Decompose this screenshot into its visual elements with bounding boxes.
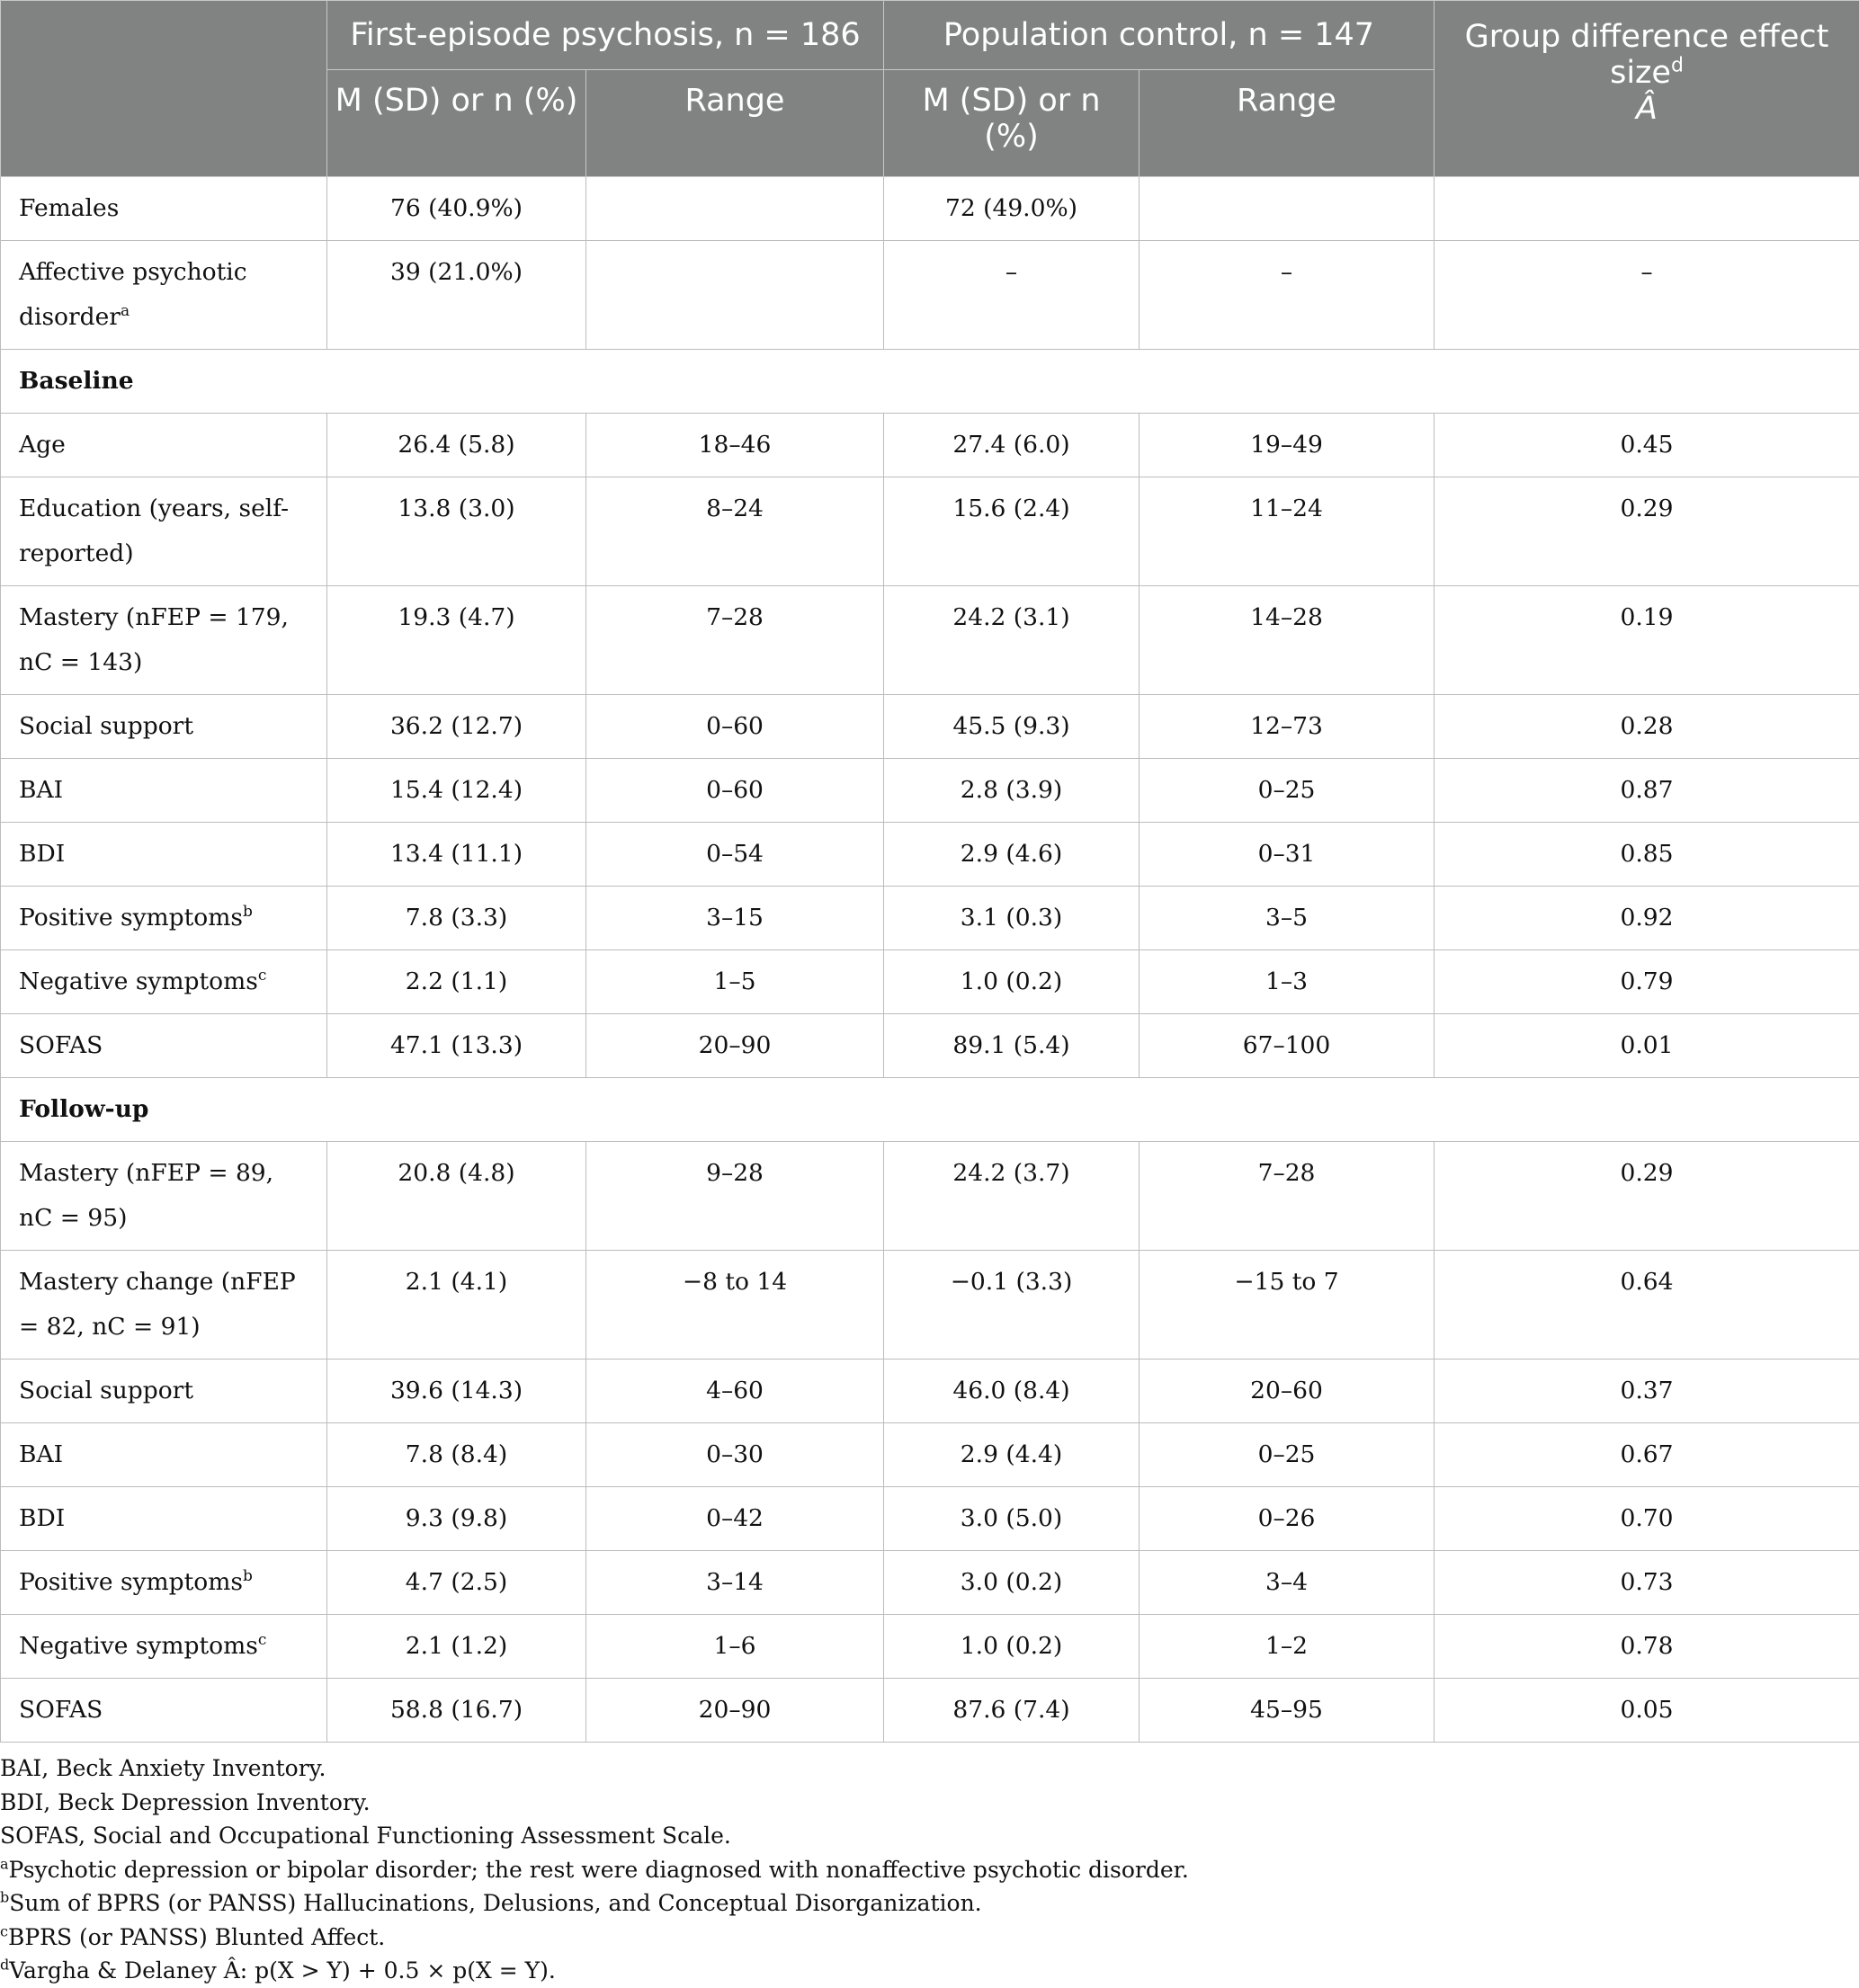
row-label bbox=[1, 1251, 327, 1360]
table-row bbox=[1, 414, 1859, 477]
cell-effect-size: 0.79 bbox=[1434, 950, 1859, 1014]
cell-effect-size: 0.19 bbox=[1434, 586, 1859, 695]
cell-fep-range: 8–24 bbox=[586, 477, 884, 586]
cell-fep-mean-sd: 2.1 (4.1) bbox=[327, 1251, 586, 1360]
footnotes bbox=[0, 1743, 1859, 1988]
footnote-marker: c bbox=[0, 1922, 8, 1939]
header-empty-cell bbox=[1, 1, 327, 177]
row-label-text: BAI bbox=[19, 1440, 63, 1468]
header-group-fep: First-episode psychosis, n = 186 bbox=[327, 1, 884, 70]
section-heading: Baseline bbox=[1, 350, 1859, 414]
table-row bbox=[1, 1423, 1859, 1487]
row-label-text: BDI bbox=[19, 1504, 65, 1532]
cell-control-range: 0–31 bbox=[1140, 823, 1434, 887]
cell-control-mean-sd: 72 (49.0%) bbox=[884, 177, 1140, 241]
cell-fep-mean-sd: 2.2 (1.1) bbox=[327, 950, 586, 1014]
footnote-text: SOFAS, Social and Occupational Functioning Assessment Scale. bbox=[0, 1823, 731, 1849]
row-label bbox=[1, 1423, 327, 1487]
cell-control-mean-sd: 2.9 (4.6) bbox=[884, 823, 1140, 887]
cell-fep-range: 3–15 bbox=[586, 887, 884, 950]
cell-effect-size: 0.85 bbox=[1434, 823, 1859, 887]
cell-control-range: 14–28 bbox=[1140, 586, 1434, 695]
table-row bbox=[1, 241, 1859, 350]
cell-effect-size: 0.73 bbox=[1434, 1551, 1859, 1615]
table-row bbox=[1, 695, 1859, 759]
cell-control-range: 19–49 bbox=[1140, 414, 1434, 477]
cell-control-mean-sd: 3.1 (0.3) bbox=[884, 887, 1140, 950]
footnote bbox=[0, 1886, 1859, 1921]
header-fep-range: Range bbox=[586, 70, 884, 177]
cell-control-range bbox=[1140, 177, 1434, 241]
row-label bbox=[1, 759, 327, 823]
row-label-text: Social support bbox=[19, 712, 193, 740]
cell-control-range: 0–25 bbox=[1140, 1423, 1434, 1487]
cell-effect-size: 0.87 bbox=[1434, 759, 1859, 823]
cell-control-mean-sd: 15.6 (2.4) bbox=[884, 477, 1140, 586]
row-label bbox=[1, 586, 327, 695]
cell-control-mean-sd: 3.0 (5.0) bbox=[884, 1487, 1140, 1551]
cell-fep-mean-sd: 7.8 (3.3) bbox=[327, 887, 586, 950]
cell-fep-mean-sd: 20.8 (4.8) bbox=[327, 1142, 586, 1251]
cell-fep-range: 0–42 bbox=[586, 1487, 884, 1551]
cell-control-mean-sd: 27.4 (6.0) bbox=[884, 414, 1140, 477]
row-label-text: SOFAS bbox=[19, 1031, 103, 1059]
row-label-text: SOFAS bbox=[19, 1696, 103, 1724]
row-label-text: Age bbox=[19, 431, 66, 459]
cell-fep-range: 7–28 bbox=[586, 586, 884, 695]
cell-control-range: – bbox=[1140, 241, 1434, 350]
cell-fep-mean-sd: 7.8 (8.4) bbox=[327, 1423, 586, 1487]
row-label-text: Affective psychotic disorder bbox=[19, 258, 247, 331]
row-label-text: Positive symptoms bbox=[19, 904, 243, 932]
cell-fep-range: 1–6 bbox=[586, 1615, 884, 1679]
row-label-text: BAI bbox=[19, 776, 63, 804]
footnote-text: BAI, Beck Anxiety Inventory. bbox=[0, 1755, 326, 1781]
cell-fep-mean-sd: 4.7 (2.5) bbox=[327, 1551, 586, 1615]
table-body bbox=[1, 177, 1859, 1743]
table-row bbox=[1, 177, 1859, 241]
cell-fep-range: 20–90 bbox=[586, 1014, 884, 1078]
footnote bbox=[0, 1819, 1859, 1853]
cell-effect-size: 0.67 bbox=[1434, 1423, 1859, 1487]
cell-control-mean-sd: 1.0 (0.2) bbox=[884, 1615, 1140, 1679]
cell-fep-mean-sd: 47.1 (13.3) bbox=[327, 1014, 586, 1078]
cell-effect-size: 0.45 bbox=[1434, 414, 1859, 477]
cell-fep-mean-sd: 9.3 (9.8) bbox=[327, 1487, 586, 1551]
cell-effect-size: 0.37 bbox=[1434, 1360, 1859, 1423]
row-label-footnote-marker: c bbox=[258, 1631, 267, 1649]
header-fep-msd: M (SD) or n (%) bbox=[327, 70, 586, 177]
row-label-text: Females bbox=[19, 194, 119, 222]
cell-fep-mean-sd: 58.8 (16.7) bbox=[327, 1679, 586, 1743]
cell-control-range: 20–60 bbox=[1140, 1360, 1434, 1423]
row-label-footnote-marker: b bbox=[243, 1567, 253, 1585]
cell-effect-size: 0.64 bbox=[1434, 1251, 1859, 1360]
footnote-text: Psychotic depression or bipolar disorder; the rest were diagnosed with nonaffective psychotic disorder. bbox=[9, 1857, 1189, 1883]
cell-control-mean-sd: 3.0 (0.2) bbox=[884, 1551, 1140, 1615]
row-label-text: BDI bbox=[19, 840, 65, 868]
header-control-msd: M (SD) or n (%) bbox=[884, 70, 1140, 177]
row-label bbox=[1, 1679, 327, 1743]
cell-control-range: 67–100 bbox=[1140, 1014, 1434, 1078]
cell-fep-range: 0–60 bbox=[586, 759, 884, 823]
cell-fep-range: 0–60 bbox=[586, 695, 884, 759]
row-label bbox=[1, 1142, 327, 1251]
footnote bbox=[0, 1786, 1859, 1820]
cell-fep-range: 4–60 bbox=[586, 1360, 884, 1423]
row-label bbox=[1, 1487, 327, 1551]
row-label bbox=[1, 823, 327, 887]
section-heading: Follow-up bbox=[1, 1078, 1859, 1142]
cell-fep-range: −8 to 14 bbox=[586, 1251, 884, 1360]
cell-effect-size: 0.78 bbox=[1434, 1615, 1859, 1679]
footnote-text: BPRS (or PANSS) Blunted Affect. bbox=[8, 1924, 385, 1950]
row-label bbox=[1, 1615, 327, 1679]
cell-fep-mean-sd: 39 (21.0%) bbox=[327, 241, 586, 350]
cell-fep-mean-sd: 13.4 (11.1) bbox=[327, 823, 586, 887]
cell-effect-size: 0.28 bbox=[1434, 695, 1859, 759]
row-label-text: Social support bbox=[19, 1377, 193, 1404]
cell-control-mean-sd: 89.1 (5.4) bbox=[884, 1014, 1140, 1078]
cell-fep-range: 1–5 bbox=[586, 950, 884, 1014]
cell-fep-range bbox=[586, 241, 884, 350]
cell-effect-size: 0.29 bbox=[1434, 477, 1859, 586]
cell-control-range: −15 to 7 bbox=[1140, 1251, 1434, 1360]
header-effect-sup: d bbox=[1671, 54, 1684, 76]
row-label-text: Mastery change (nFEP = 82, nC = 91) bbox=[19, 1268, 296, 1341]
cell-fep-mean-sd: 2.1 (1.2) bbox=[327, 1615, 586, 1679]
footnote-marker: a bbox=[0, 1855, 9, 1872]
table-row bbox=[1, 477, 1859, 586]
cell-control-range: 1–3 bbox=[1140, 950, 1434, 1014]
cell-control-range: 45–95 bbox=[1140, 1679, 1434, 1743]
cell-effect-size: 0.92 bbox=[1434, 887, 1859, 950]
cell-control-mean-sd: 2.9 (4.4) bbox=[884, 1423, 1140, 1487]
section-row bbox=[1, 1078, 1859, 1142]
footnote-text: Sum of BPRS (or PANSS) Hallucinations, Delusions, and Conceptual Disorganization. bbox=[9, 1890, 981, 1916]
header-group-control: Population control, n = 147 bbox=[884, 1, 1434, 70]
cell-control-mean-sd: 1.0 (0.2) bbox=[884, 950, 1140, 1014]
cell-control-range: 12–73 bbox=[1140, 695, 1434, 759]
cell-control-mean-sd: 87.6 (7.4) bbox=[884, 1679, 1140, 1743]
footnote bbox=[0, 1921, 1859, 1955]
cell-control-range: 1–2 bbox=[1140, 1615, 1434, 1679]
cell-effect-size: 0.05 bbox=[1434, 1679, 1859, 1743]
table-row bbox=[1, 1142, 1859, 1251]
row-label bbox=[1, 695, 327, 759]
table-row bbox=[1, 1251, 1859, 1360]
row-label bbox=[1, 177, 327, 241]
cell-fep-range: 18–46 bbox=[586, 414, 884, 477]
table-row bbox=[1, 1487, 1859, 1551]
header-effect-label: Group difference effect size bbox=[1465, 19, 1829, 91]
row-label-text: Mastery (nFEP = 89, nC = 95) bbox=[19, 1159, 273, 1232]
cell-control-mean-sd: 46.0 (8.4) bbox=[884, 1360, 1140, 1423]
cell-fep-mean-sd: 36.2 (12.7) bbox=[327, 695, 586, 759]
cell-effect-size bbox=[1434, 177, 1859, 241]
row-label bbox=[1, 414, 327, 477]
footnote-text: Vargha & Delaney Â: p(X > Y) + 0.5 × p(X = Y). bbox=[9, 1957, 556, 1984]
section-row bbox=[1, 350, 1859, 414]
footnote-marker: d bbox=[0, 1957, 9, 1974]
cell-effect-size: 0.29 bbox=[1434, 1142, 1859, 1251]
row-label-footnote-marker: c bbox=[258, 967, 267, 985]
row-label bbox=[1, 950, 327, 1014]
row-label-footnote-marker: b bbox=[243, 903, 253, 921]
cell-control-mean-sd: −0.1 (3.3) bbox=[884, 1251, 1140, 1360]
cell-effect-size: 0.01 bbox=[1434, 1014, 1859, 1078]
table-row bbox=[1, 1551, 1859, 1615]
table-row bbox=[1, 950, 1859, 1014]
table-row bbox=[1, 1615, 1859, 1679]
cell-fep-mean-sd: 76 (40.9%) bbox=[327, 177, 586, 241]
cell-fep-mean-sd: 19.3 (4.7) bbox=[327, 586, 586, 695]
row-label-text: Education (years, self-reported) bbox=[19, 495, 289, 567]
cell-fep-range bbox=[586, 177, 884, 241]
cell-control-range: 0–25 bbox=[1140, 759, 1434, 823]
table-row bbox=[1, 823, 1859, 887]
footnote bbox=[0, 1954, 1859, 1988]
cell-fep-mean-sd: 15.4 (12.4) bbox=[327, 759, 586, 823]
table-row bbox=[1, 586, 1859, 695]
row-label bbox=[1, 1014, 327, 1078]
row-label bbox=[1, 477, 327, 586]
footnote bbox=[0, 1853, 1859, 1887]
cell-control-mean-sd: 45.5 (9.3) bbox=[884, 695, 1140, 759]
cell-fep-range: 3–14 bbox=[586, 1551, 884, 1615]
row-label bbox=[1, 1551, 327, 1615]
cell-effect-size: 0.70 bbox=[1434, 1487, 1859, 1551]
cell-effect-size: – bbox=[1434, 241, 1859, 350]
table-row bbox=[1, 759, 1859, 823]
cell-control-range: 3–4 bbox=[1140, 1551, 1434, 1615]
cell-fep-mean-sd: 26.4 (5.8) bbox=[327, 414, 586, 477]
table-header bbox=[1, 1, 1859, 177]
cell-control-range: 0–26 bbox=[1140, 1487, 1434, 1551]
row-label-footnote-marker: a bbox=[121, 302, 130, 320]
footnote-marker: b bbox=[0, 1889, 9, 1906]
cell-fep-range: 0–54 bbox=[586, 823, 884, 887]
row-label bbox=[1, 887, 327, 950]
table-row bbox=[1, 1014, 1859, 1078]
cell-fep-range: 20–90 bbox=[586, 1679, 884, 1743]
cell-control-range: 11–24 bbox=[1140, 477, 1434, 586]
row-label bbox=[1, 241, 327, 350]
footnote-text: BDI, Beck Depression Inventory. bbox=[0, 1789, 371, 1815]
cell-fep-range: 0–30 bbox=[586, 1423, 884, 1487]
cell-control-range: 3–5 bbox=[1140, 887, 1434, 950]
footnote bbox=[0, 1752, 1859, 1786]
cell-control-mean-sd: 24.2 (3.7) bbox=[884, 1142, 1140, 1251]
cell-fep-mean-sd: 13.8 (3.0) bbox=[327, 477, 586, 586]
cell-fep-mean-sd: 39.6 (14.3) bbox=[327, 1360, 586, 1423]
table-row bbox=[1, 1679, 1859, 1743]
header-effect-size bbox=[1434, 1, 1859, 177]
cell-control-mean-sd: – bbox=[884, 241, 1140, 350]
cell-control-mean-sd: 2.8 (3.9) bbox=[884, 759, 1140, 823]
row-label-text: Mastery (nFEP = 179, nC = 143) bbox=[19, 603, 289, 676]
header-effect-symbol: Â bbox=[1636, 91, 1658, 127]
row-label-text: Positive symptoms bbox=[19, 1568, 243, 1596]
table-row bbox=[1, 1360, 1859, 1423]
cell-fep-range: 9–28 bbox=[586, 1142, 884, 1251]
header-control-range: Range bbox=[1140, 70, 1434, 177]
row-label bbox=[1, 1360, 327, 1423]
row-label-text: Negative symptoms bbox=[19, 967, 258, 995]
row-label-text: Negative symptoms bbox=[19, 1632, 258, 1660]
cell-control-range: 7–28 bbox=[1140, 1142, 1434, 1251]
table-row bbox=[1, 887, 1859, 950]
cell-control-mean-sd: 24.2 (3.1) bbox=[884, 586, 1140, 695]
